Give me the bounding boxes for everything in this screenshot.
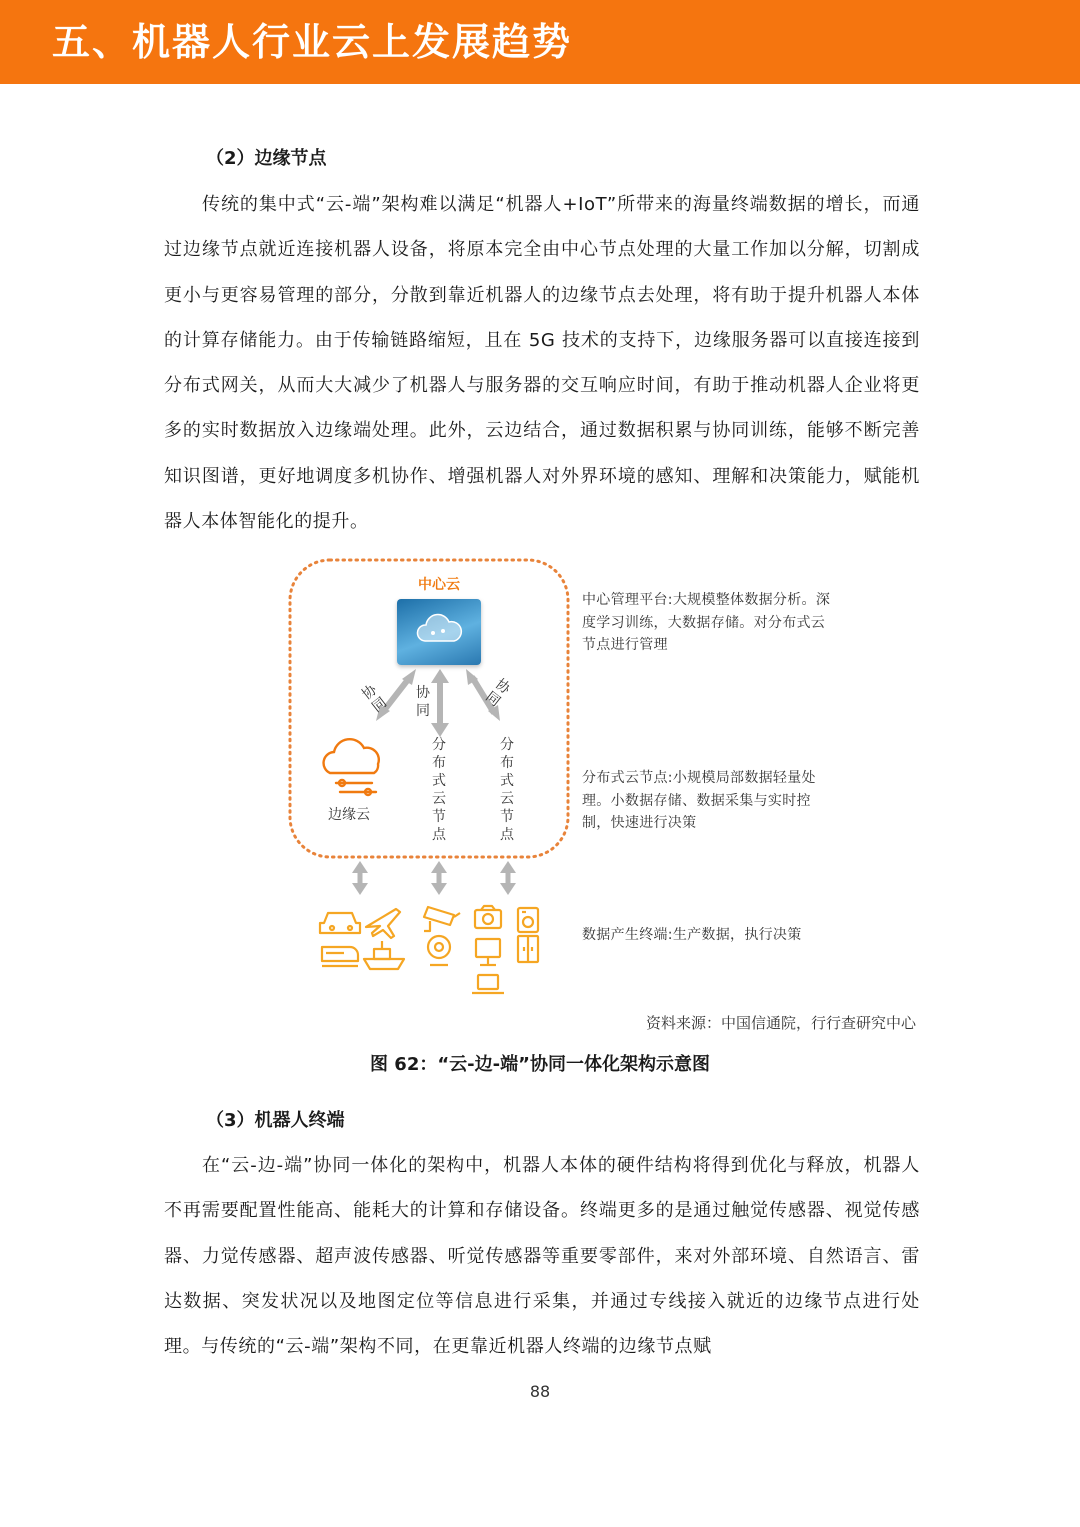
note-terminals: 数据产生终端:生产数据，执行决策 (582, 927, 802, 943)
monitor-icon (476, 939, 500, 965)
sync-label-right: 协同 (482, 676, 514, 711)
terminal-arrows (352, 861, 516, 895)
camera-icon (475, 906, 501, 928)
paragraph-robot-terminal: 在“云-边-端”协同一体化的架构中，机器人本体的硬件结构将得到优化与释放，机器人不再需要配置性能高、能耗大的计算和存储设备。终端更多的是通过触觉传感器、视觉传感器、力觉传感器、超声波传感器、听觉传感器等重要零部件，来对外部环境、自然语言、雷达数据、突发状况以及地图定位等信息进行采集，并通过专线接入就近的边缘节点进行处理。与传统的“云-端”架构不同，在更靠近机器人终端的边缘节点赋 (164, 1155, 920, 1358)
ship-icon (364, 941, 404, 969)
edge-cloud-icon (324, 739, 379, 795)
architecture-figure (280, 555, 840, 1005)
center-cloud-image (397, 599, 481, 665)
header-bar (0, 0, 1080, 84)
train-icon (322, 947, 358, 966)
distributed-node-label-2: 分布式云节点 (500, 737, 514, 843)
center-cloud-label: 中心云 (418, 577, 460, 593)
paragraph-edge-nodes: 传统的集中式“云-端”架构难以满足“机器人+IoT”所带来的海量终端数据的增长，而通过边缘节点就近连接机器人设备，将原本完全由中心节点处理的大量工作加以分解，切割成更小与更容易管理的部分，分散到靠近机器人的边缘节点去处理，将有助于提升机器人本体的计算存储能力。由于传输链路缩短，且在 5G 技术的支持下，边缘服务器可以直接连接到分布式网关，从而大大减少了机器人与服务器的交互响应时间，有助于推动机器人企业将更多的实时数据放入边缘端处理。此外，云边结合，通过数据积累与协同训练，能够不断完善知识图谱，更好地调度多机协作、增强机器人对外界环境的感知、理解和决策能力，赋能机器人本体智能化的提升。 (164, 194, 920, 533)
sync-label-left: 协同 (359, 681, 391, 716)
figure-source: 资料来源：中国信通院，行行查研究中心 (645, 1014, 916, 1032)
figure-caption: 图 62：“云-边-端”协同一体化架构示意图 (370, 1054, 710, 1075)
terminal-icons (320, 906, 538, 993)
page-title: 五、机器人行业云上发展趋势 (52, 20, 573, 64)
section-heading-edge-nodes: （2）边缘节点 (206, 148, 327, 169)
washing-machine-icon (518, 908, 538, 932)
section-heading-robot-terminal: （3）机器人终端 (206, 1110, 345, 1131)
note-distributed-nodes: 分布式云节点:小规模局部数据轻量处理。小数据存储、数据采集与实时控制，快速进行决策 (582, 770, 816, 831)
airplane-icon (366, 909, 400, 938)
page-number: 88 (529, 1382, 551, 1401)
car-icon (320, 913, 360, 933)
note-center-platform: 中心管理平台:大规模整体数据分析。深度学习训练，大数据存储。对分布式云节点进行管理 (582, 592, 831, 653)
cloud-icon (415, 613, 463, 647)
distributed-node-label-1: 分布式云节点 (432, 737, 446, 843)
webcam-icon (428, 936, 450, 965)
sync-label-center: 协同 (416, 685, 430, 719)
laptop-icon (472, 975, 504, 993)
cctv-icon (424, 907, 460, 931)
fridge-icon (518, 936, 538, 962)
edge-cloud-label: 边缘云 (328, 807, 370, 823)
